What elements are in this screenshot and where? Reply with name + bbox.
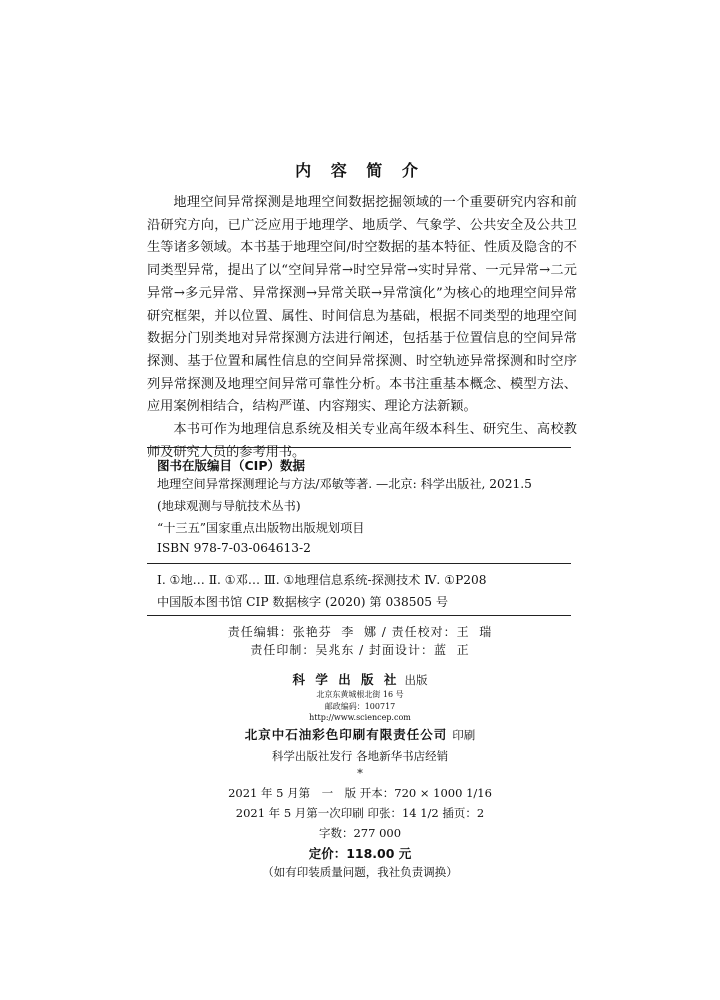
cip-bibliographic-line: 地理空间异常探测理论与方法/邓敏等著. —北京: 科学出版社, 2021.5 [157, 477, 532, 491]
edition-line-2: 2021 年 5 月第一次印刷 印张：14 1/2 插页：2 [235, 806, 485, 820]
staff-editors: 责任编辑：张艳芬 李 娜 / 责任校对：王 瑞 [227, 625, 493, 639]
separator-star: * [357, 766, 363, 780]
cip-project-line: “十三五”国家重点出版物出版规划项目 [157, 521, 365, 535]
distribution-line: 科学出版社发行 各地新华书店经销 [271, 749, 449, 763]
cip-number: 中国版本图书馆 CIP 数据核字 (2020) 第 038505 号 [157, 595, 449, 609]
summary-paragraph-2: 本书可作为地理信息系统及相关专业高年级本科生、研究生、高校教师及研究人员的参考用书。 [147, 422, 577, 460]
publisher-suffix: 出版 [404, 673, 428, 687]
printer-name: 北京中石油彩色印刷有限责任公司 [244, 727, 448, 742]
cip-isbn: ISBN 978-7-03-064613-2 [157, 541, 311, 555]
staff-production: 责任印制：吴兆东 / 封面设计：蓝 正 [250, 643, 470, 657]
cip-title: 图书在版编目（CIP）数据 [157, 458, 305, 473]
cip-bottom-rule [147, 615, 571, 616]
summary-paragraph-1: 地理空间异常探测是地理空间数据挖掘领域的一个重要研究内容和前沿研究方向，已广泛应用于地理学、地质学、气象学、公共安全及公共卫生等诸多领域。本书基于地理空间/时空数据的基本特征、性质及隐含的不同类型异常，提出了以“空间异常→时空异常→实时异常、一元异常→二元异常→多元异常、异常探测→异常关联→异常演化”为核心的地理空间异常研究框架，并以位置、属性、时间信息为基础，根据不同类型的地理空间数据分门别类地对异常探测方法进行阐述，包括基于位置信息的空间异常探测、基于位置和属性信息的空间异常探测、时空轨迹异常探测和时空序列异常探测及地理空间异常可靠性分析。本书注重基本概念、模型方法、应用案例相结合，结构严谨、内容翔实、理论方法新颖。 [147, 195, 577, 415]
publisher-postcode: 邮政编码：100717 [324, 702, 396, 711]
summary-title: 内 容 简 介 [295, 161, 425, 180]
cip-classification: Ⅰ. ①地… Ⅱ. ①邓… Ⅲ. ①地理信息系统-探测技术 Ⅳ. ①P208 [157, 573, 487, 587]
edition-line-1: 2021 年 5 月第 一 版 开本：720 × 1000 1/16 [228, 786, 492, 800]
publisher-website: http://www.sciencep.com [309, 713, 411, 722]
printer-line [0, 724, 720, 743]
price: 定价：118.00 元 [308, 846, 412, 861]
cip-middle-rule [147, 563, 571, 564]
publisher-name: 科 学 出 版 社 [292, 672, 400, 687]
cip-top-rule [147, 447, 571, 448]
publisher-line [0, 669, 720, 688]
cip-series-line: (地球观测与导航技术丛书) [157, 499, 301, 513]
summary-body [147, 192, 577, 464]
word-count: 字数：277 000 [318, 826, 402, 840]
printer-suffix: 印刷 [452, 728, 476, 742]
quality-note: （如有印装质量问题，我社负责调换） [262, 865, 458, 879]
publisher-address: 北京东黄城根北街 16 号 [316, 690, 404, 699]
